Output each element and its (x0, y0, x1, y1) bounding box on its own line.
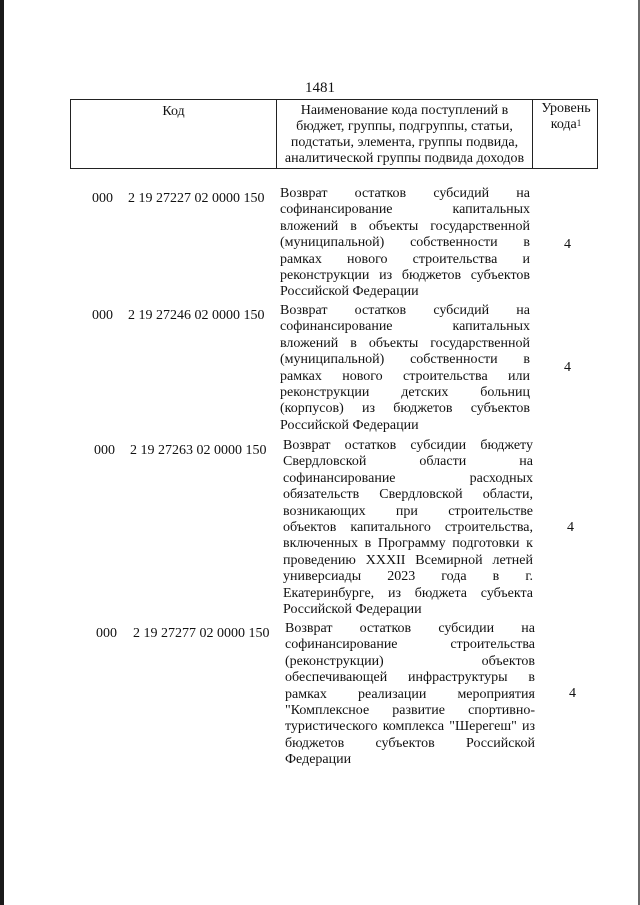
header-code (71, 100, 277, 168)
row-code: 2 19 27227 02 0000 150 (128, 191, 265, 206)
row-prefix: 000 (94, 443, 115, 458)
row-level: 4 (569, 686, 576, 701)
row-description: Возврат остатков субсидий на софинансирование капитальных вложений в объекты государственной (муниципальной) собственности в рамках нового строительства или реконструкции детских больниц (корпусов) из бюджетов субъектов Российской Федерации (280, 303, 530, 433)
row-code: 2 19 27263 02 0000 150 (130, 443, 267, 458)
header-level (533, 100, 599, 168)
header-name-label: Наименование кода поступлений в бюджет, группы, подгруппы, статьи, подстатьи, элемента, группы подвида, аналитической группы подвида доходов (284, 103, 525, 166)
row-level: 4 (564, 237, 571, 252)
row-level: 4 (567, 520, 574, 535)
header-level-footnote: 1 (576, 118, 582, 128)
page-number: 1481 (305, 80, 335, 96)
row-description: Возврат остатков субсидии бюджету Свердловской области на софинансирование расходных обязательств Свердловской области, возникающих при строительстве объектов капитального строительства, включенных в Программу подготовки к проведению XXXII Всемирной летней универсиады 2023 года в г. Екатеринбурге, из бюджета субъекта Российской Федерации (283, 438, 533, 618)
header-code-label: Код (162, 104, 185, 119)
scan-left-edge (0, 0, 4, 905)
row-code: 2 19 27246 02 0000 150 (128, 308, 265, 323)
row-prefix: 000 (92, 191, 113, 206)
row-description: Возврат остатков субсидий на софинансирование капитальных вложений в объекты государственной (муниципальной) собственности в рамках нового строительства и реконструкции из бюджетов субъектов Российской Федерации (280, 186, 530, 300)
row-prefix: 000 (96, 626, 117, 641)
row-code: 2 19 27277 02 0000 150 (133, 626, 270, 641)
header-name (277, 100, 533, 168)
row-level: 4 (564, 360, 571, 375)
header-level-label: Уровень кода (541, 101, 591, 132)
row-description: Возврат остатков субсидии на софинансирование строительства (реконструкции) объектов обеспечивающей инфраструктуры в рамках реализации мероприятия "Комплексное развитие спортивно-туристического комплекса "Шерегеш" из бюджетов субъектов Российской Федерации (285, 621, 535, 768)
row-prefix: 000 (92, 308, 113, 323)
table-header (70, 99, 598, 169)
